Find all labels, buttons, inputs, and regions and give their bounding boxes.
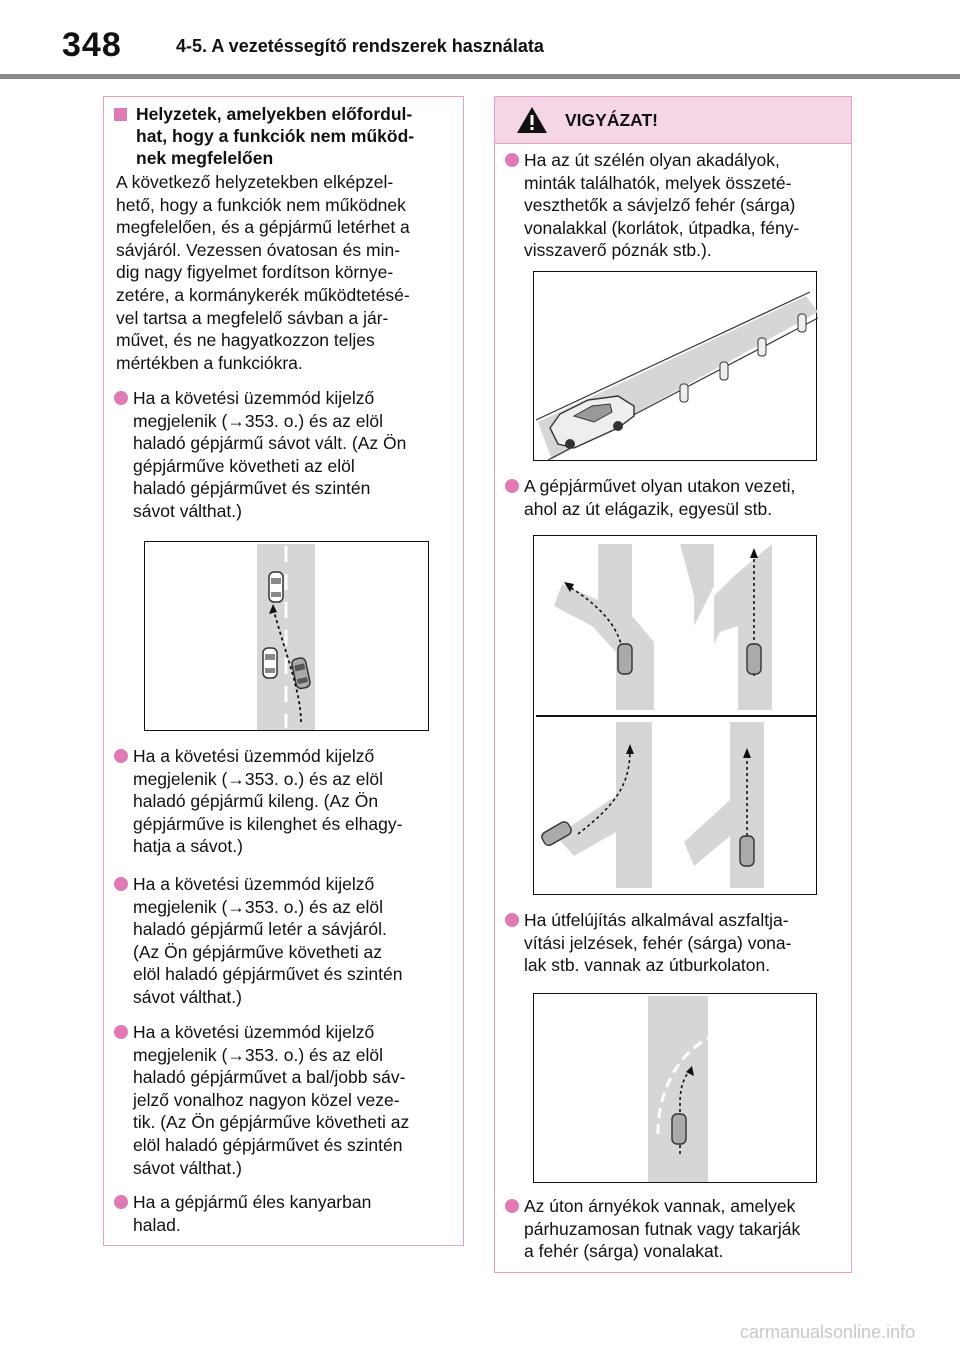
list-item <box>505 475 845 520</box>
bullet-dot-icon <box>114 1025 128 1039</box>
figure-lane-change <box>144 541 429 731</box>
bullet-dot-icon <box>505 1199 519 1213</box>
bullet-dot-icon <box>114 1195 128 1209</box>
list-item-text: Ha a gépjármű éles kanyarban halad. <box>133 1192 372 1235</box>
car-fork-left <box>618 644 632 674</box>
list-item-text: Ha az út szélén olyan akadályok, minták találhatók, melyek összeté- veszthetők a sávjelző fehér (sárga) vonalakkal (korlátok, útpadka, fény- visszaverő póznák stb.). <box>524 150 800 261</box>
list-item <box>114 745 454 858</box>
reflector-post <box>720 362 728 380</box>
car-straight-top <box>747 644 761 674</box>
intro-paragraph <box>116 171 456 374</box>
header-divider <box>0 74 960 79</box>
bullet-dot-icon <box>505 479 519 493</box>
car-ahead <box>269 572 283 602</box>
reflector-post <box>798 314 806 332</box>
car-left-lane <box>263 648 277 678</box>
figure-branching-roads <box>533 535 817 895</box>
list-item <box>505 1195 845 1263</box>
bullet-dot-icon <box>114 877 128 891</box>
list-item-text: Ha a követési üzemmód kijelző megjelenik (→353. o.) és az elöl haladó gépjárművet a bal/jobb sáv- jelző vonalhoz nagyon közel veze- tik. (Az Ön gépjárműve követheti az elöl haladó gépjárművet és szintén sávot válthat.) <box>133 1022 410 1178</box>
page-number: 348 <box>62 26 122 64</box>
intro-text: A következő helyzetekben elképzel- hető, hogy a funkciók nem működnek megfelelően, és a gépjármű letérhet a sávjáról. Vezessen óvatosan és min- dig nagy figyelmet fordítson környe- zetére, a kormánykerék működtetésé- vel tartsa a megfelelő sávban a jár- művet, és ne hagyatkozzon teljes mértékben a funkciókra. <box>116 172 410 373</box>
warning-box <box>494 96 852 1273</box>
list-item <box>114 873 454 1009</box>
warning-triangle-icon <box>515 105 549 135</box>
list-item-text: Ha a követési üzemmód kijelző megjelenik (→353. o.) és az elöl haladó gépjármű kileng. (Az Ön gépjárműve is kilenghet és elhagy- hatja a sávot.) <box>133 746 403 857</box>
list-item-text: A gépjárművet olyan utakon vezeti, ahol az út elágazik, egyesül stb. <box>524 476 796 519</box>
reflector-post <box>758 338 766 356</box>
list-item-text: Ha a követési üzemmód kijelző megjelenik (→353. o.) és az elöl haladó gépjármű sávot vált. (Az Ön gépjárműve követheti az elöl haladó gépjárművet és szintén sávot válthat.) <box>133 388 407 521</box>
sedan-car <box>550 396 634 449</box>
bullet-dot-icon <box>114 391 128 405</box>
list-item <box>114 1191 454 1236</box>
reflector-post <box>680 384 688 402</box>
warning-header <box>495 97 851 144</box>
section-title: 4-5. A vezetéssegítő rendszerek használata <box>176 36 544 56</box>
list-item-text: Ha útfelújítás alkalmával aszfaltja- vítási jelzések, fehér (sárga) vona- lak stb. vannak az útburkolaton. <box>524 910 792 976</box>
watermark: carmanualsonline.info <box>740 1322 916 1342</box>
bullet-dot-icon <box>505 913 519 927</box>
square-bullet-icon <box>114 108 127 121</box>
list-item <box>114 1021 454 1179</box>
car-straight-bottom <box>740 836 754 866</box>
list-item <box>505 149 845 262</box>
figure-roadside-posts <box>533 271 817 461</box>
own-car <box>672 1114 686 1144</box>
left-column <box>103 96 464 1246</box>
list-item-text: Ha a követési üzemmód kijelző megjelenik (→353. o.) és az elöl haladó gépjármű letér a sávjáról. (Az Ön gépjárműve követheti az elöl haladó gépjárművet és szintén sávot válthat.) <box>133 874 403 1007</box>
list-item <box>505 909 845 977</box>
section-heading <box>114 103 454 169</box>
list-item <box>114 387 454 523</box>
warning-title: VIGYÁZAT! <box>565 110 659 130</box>
list-item-text: Az úton árnyékok vannak, amelyek párhuzamosan futnak vagy takarják a fehér (sárga) vonalakat. <box>524 1196 801 1262</box>
heading-text: Helyzetek, amelyekben előfordul- hat, hogy a funkciók nem működ- nek megfelelően <box>136 104 415 168</box>
page-header <box>0 0 960 80</box>
bullet-dot-icon <box>114 749 128 763</box>
figure-repair-marks <box>533 993 817 1183</box>
bullet-dot-icon <box>505 153 519 167</box>
